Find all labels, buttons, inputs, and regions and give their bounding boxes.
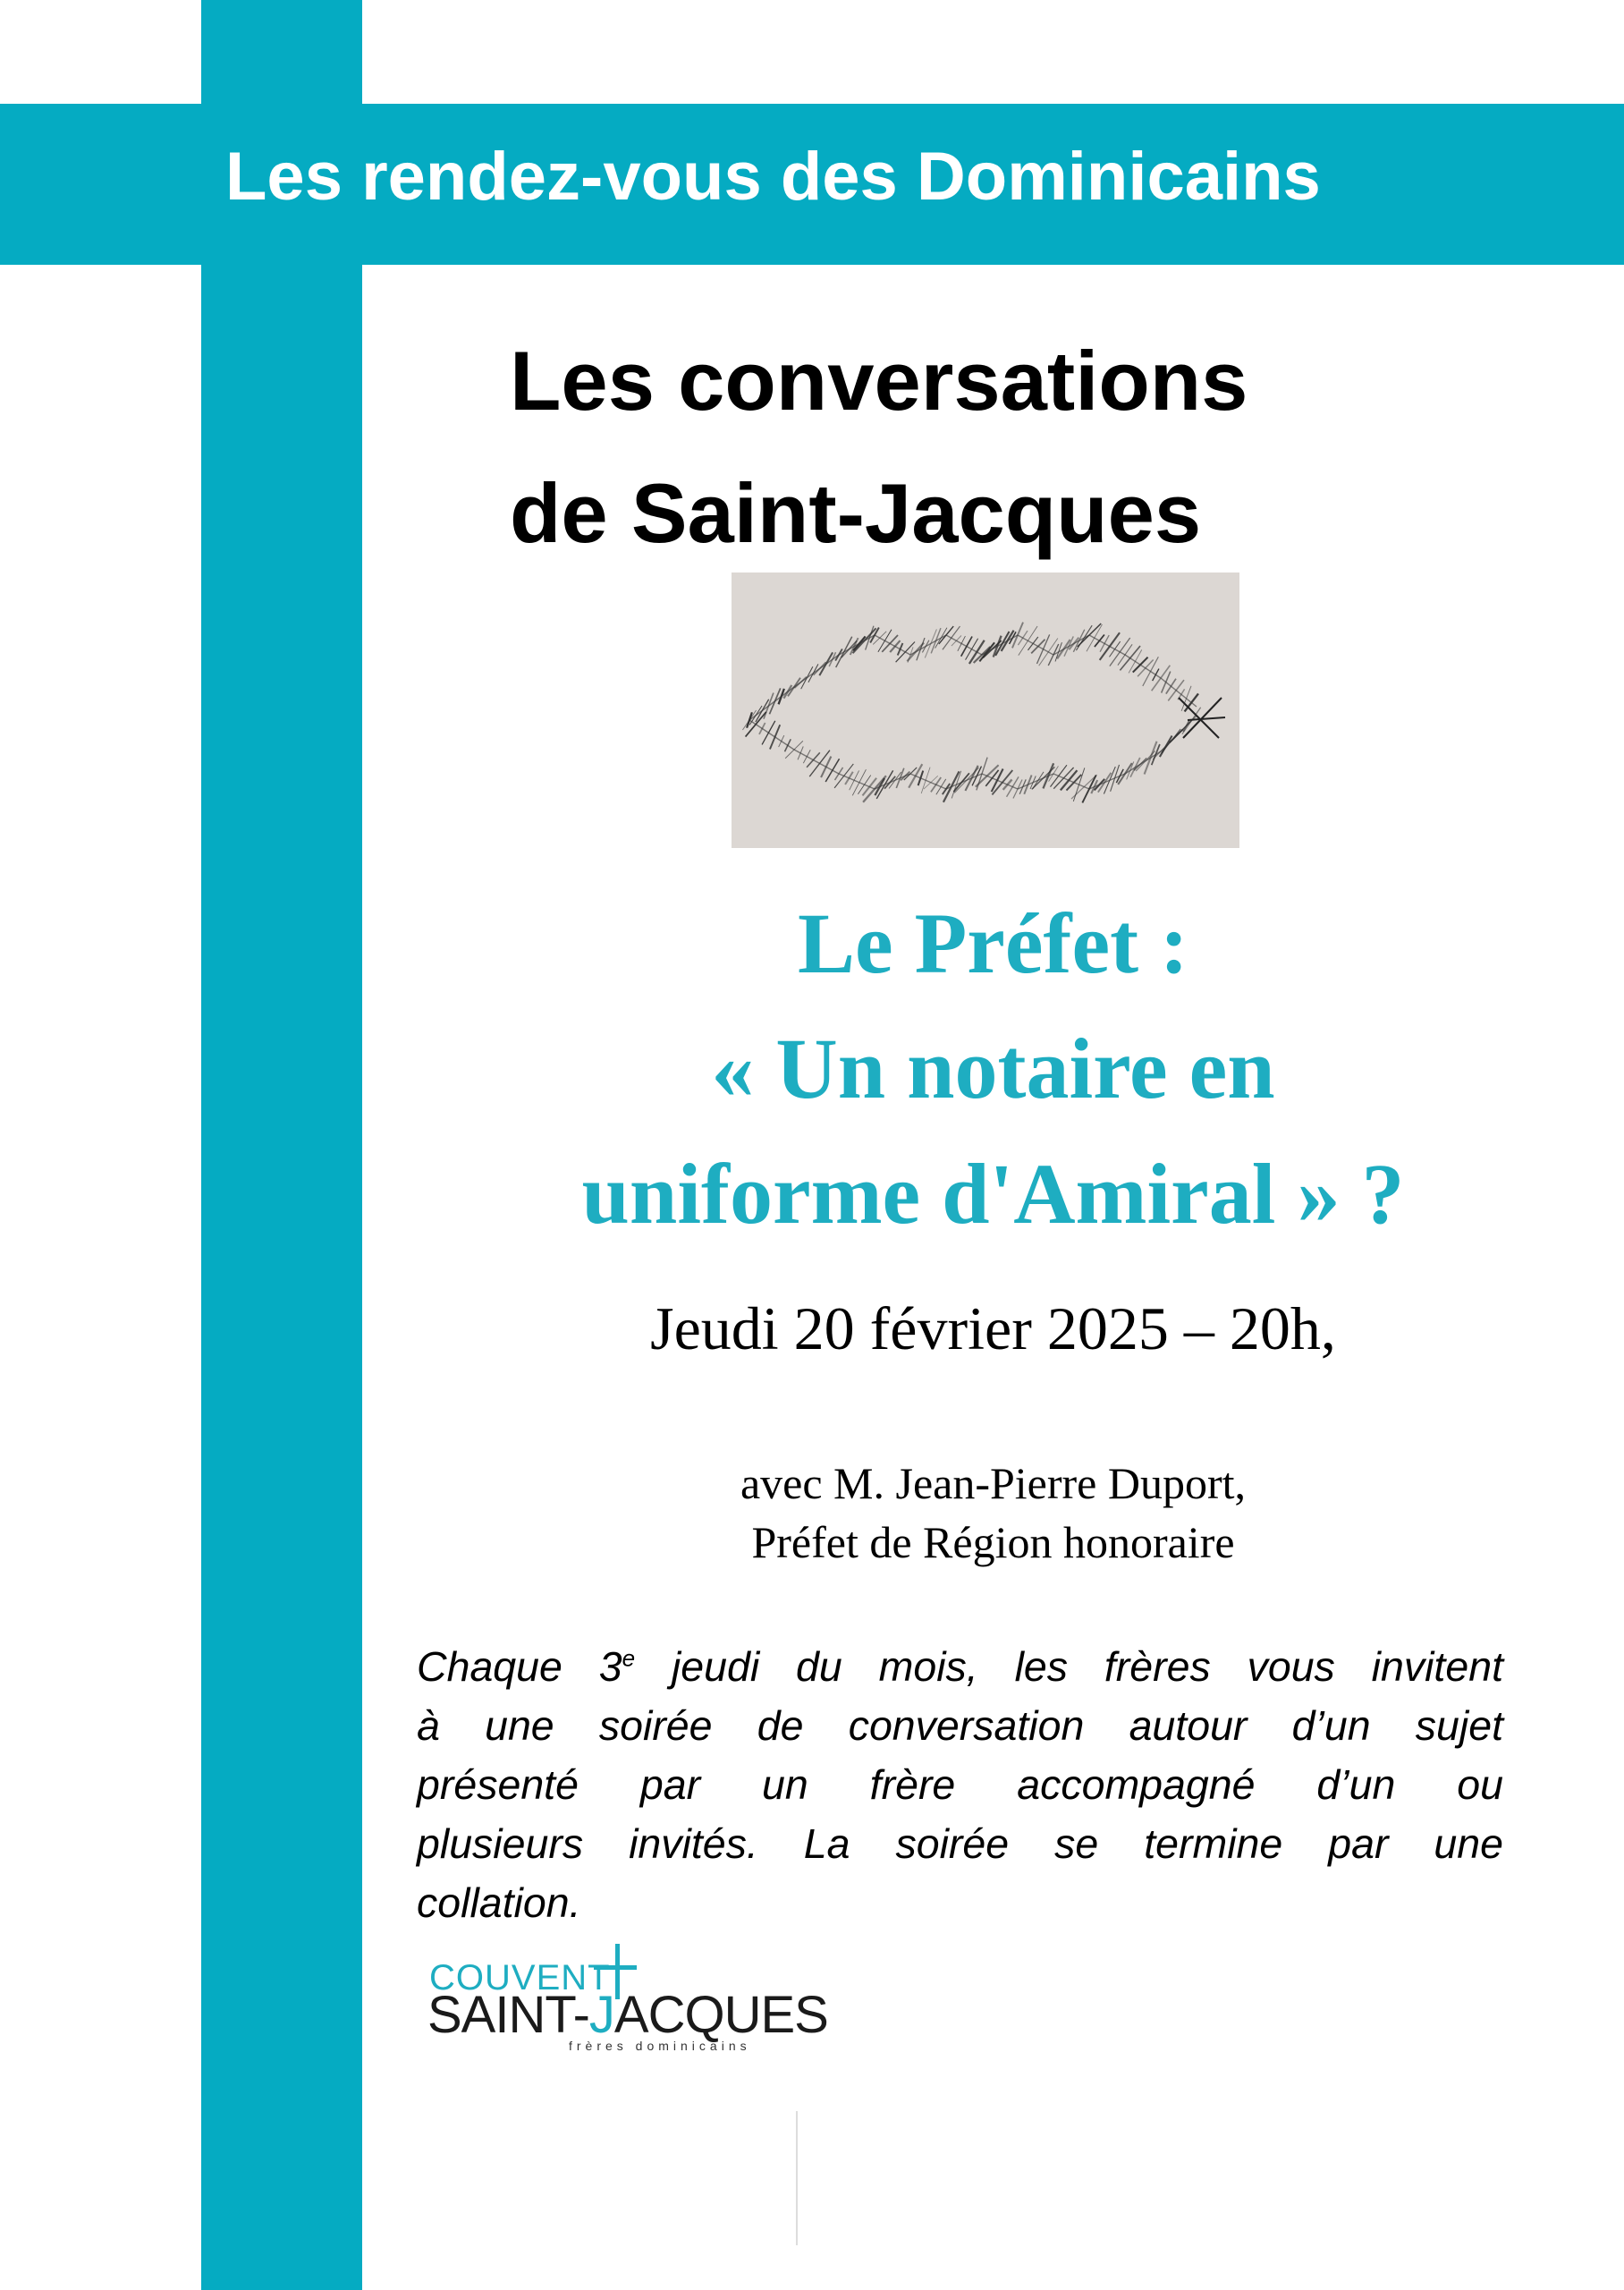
description-line-5: collation. [417, 1879, 581, 1926]
description-line-2: à une soirée de conversation autour d’un sujet [417, 1702, 1503, 1749]
guest-info [362, 1454, 1624, 1572]
series-title-line2: de Saint-Jacques [510, 466, 1202, 560]
sketch-outline [875, 635, 910, 655]
guest-title: Préfet de Région honoraire [751, 1517, 1235, 1567]
fish-drawing-icon [732, 572, 1239, 848]
faint-mark [796, 2111, 798, 2245]
sketch-outline [794, 655, 839, 687]
event-date: Jeudi 20 février 2025 – 20h, [650, 1294, 1336, 1362]
sketch-outline [1125, 655, 1161, 678]
description-line-3: présenté par un frère accompagné d’un ou [417, 1761, 1503, 1808]
ordinal-suffix: e [622, 1644, 636, 1672]
talk-title-line1: Le Préfet : [797, 895, 1188, 991]
sketch-outline [749, 687, 794, 720]
talk-title-line3: uniforme d'Amiral » ? [581, 1146, 1405, 1242]
banner-title: Les rendez-vous des Dominicains [225, 139, 1321, 215]
sketch-outline [1161, 716, 1197, 751]
description-line-1 [417, 1637, 1503, 1696]
logo-main-part: SAINT- [427, 1986, 589, 2044]
sketch-outline [910, 635, 946, 655]
event-description [417, 1637, 1503, 1932]
logo-main-text [427, 1987, 828, 2044]
series-title [510, 315, 1538, 580]
description-line-4: plusieurs invités. La soirée se termine par une [417, 1820, 1503, 1867]
guest-name: avec M. Jean-Pierre Duport, [740, 1458, 1247, 1508]
logo-j-letter: J [588, 1986, 614, 2044]
sketch-outline [910, 774, 946, 789]
description-text: Chaque 3 [417, 1643, 622, 1690]
talk-title-line2: « Un notaire en [711, 1021, 1275, 1116]
logo-top-text: COUVENT [429, 1958, 611, 1997]
cross-vertical-bar [201, 0, 362, 2290]
sketch-outline [794, 750, 839, 774]
sketch-outline [1125, 751, 1161, 774]
logo-main-part: ACQUES [613, 1986, 828, 2044]
talk-title [362, 881, 1624, 1257]
series-title-line1: Les conversations [510, 334, 1248, 428]
logo-subtitle: frères dominicains [569, 2039, 751, 2053]
description-text: jeudi du mois, les frères vous invitent [635, 1643, 1503, 1690]
charcoal-fish-drawing [732, 572, 1239, 848]
sketch-outline [839, 635, 875, 655]
couvent-saint-jacques-logo [427, 1937, 828, 2053]
